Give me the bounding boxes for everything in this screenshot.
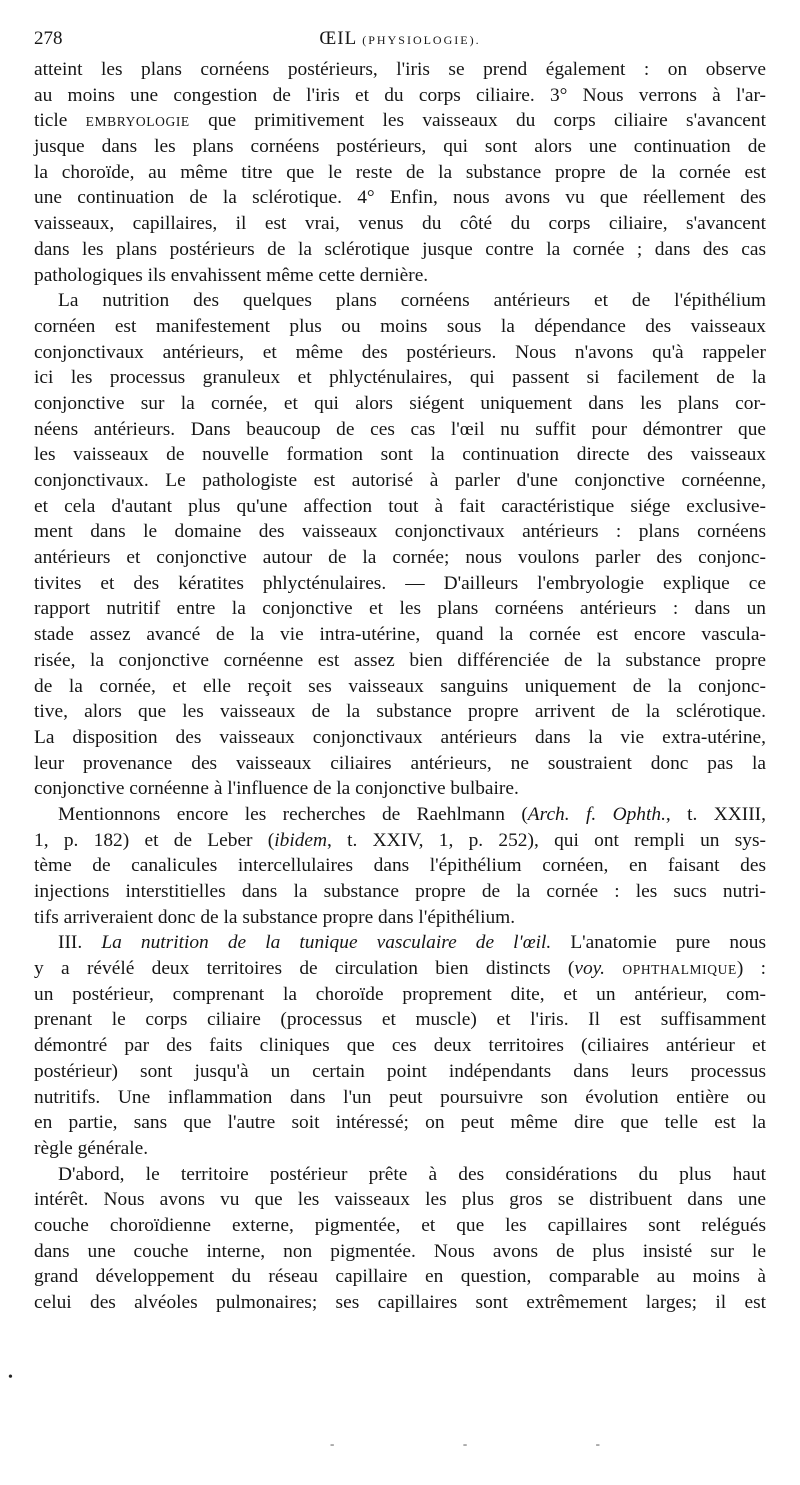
footer-mark: - (462, 1436, 468, 1451)
text-run: démontré par des faits cliniques que ces deux territoires (ciliaires antérieur et (34, 1035, 766, 1057)
text-run: tivites et des kératites phlycténulaires. — D'ailleurs l'embryologie explique ce (34, 572, 766, 594)
text-run: un postérieur, comprenant la choroïde proprement dite, et un antérieur, com- (34, 983, 766, 1005)
text-run: ) : (736, 958, 766, 980)
text-line (34, 956, 766, 982)
text-line (34, 468, 766, 494)
text-run: ticle (34, 110, 86, 132)
text-run: ici les processus granuleux et phlycténulaires, qui passent si facilement de la (34, 367, 766, 389)
text-line (34, 1239, 766, 1265)
text-run: dans une couche interne, non pigmentée. Nous avons de plus insisté sur le (34, 1240, 766, 1262)
text-line (34, 776, 766, 802)
text-run: III. (58, 932, 102, 954)
footer-marks (330, 1436, 600, 1452)
italic-text: ibidem (274, 829, 328, 851)
running-title-subtitle: (PHYSIOLOGIE). (362, 33, 481, 47)
text-run: et cela d'autant plus qu'une affection tout à fait caractéristique siége exclusive- (34, 495, 766, 517)
footer-mark: - (595, 1436, 600, 1451)
text-run: grand développement du réseau capillaire en question, comparable au moins à (34, 1266, 766, 1288)
small-caps-reference: OPHTHALMIQUE (622, 962, 737, 978)
text-line (34, 751, 766, 777)
text-run: Mentionnons encore les recherches de Raehlmann ( (58, 803, 528, 825)
text-run: au moins une congestion de l'iris et du corps ciliaire. 3° Nous verrons à l'ar- (34, 84, 766, 106)
text-line (34, 853, 766, 879)
text-run: que primitivement les vaisseaux du corps ciliaire s'avancent (189, 110, 766, 132)
text-run: ment dans le domaine des vaisseaux conjonctivaux antérieurs : plans cornéens (34, 521, 766, 543)
running-title (34, 28, 766, 50)
text-line (34, 828, 766, 854)
text-run: La disposition des vaisseaux conjonctivaux antérieurs dans la vie extra-utérine, (34, 726, 766, 748)
text-line (34, 905, 766, 931)
text-run: tive, alors que les vaisseaux de la substance propre arrivent de la sclérotique. (34, 701, 766, 723)
page-header (34, 28, 766, 58)
text-line (34, 442, 766, 468)
footer-mark: - (330, 1436, 335, 1451)
small-caps-reference: EMBRYOLOGIE (85, 114, 190, 130)
text-line (34, 288, 766, 314)
text-run: celui des alvéoles pulmonaires; ses capillaires sont extrêmement larges; il est (34, 1292, 766, 1313)
text-run: conjonctive sur la cornée, et qui alors siégent uniquement dans les plans cor- (34, 392, 766, 414)
text-line (34, 340, 766, 366)
text-run: La nutrition des quelques plans cornéens antérieurs et de l'épithélium (58, 290, 766, 312)
text-run: prenant le corps ciliaire (processus et muscle) et l'iris. Il est suffisamment (34, 1009, 766, 1031)
text-line (34, 1033, 766, 1059)
margin-marker: • (8, 1370, 13, 1385)
running-title-main: ŒIL (319, 28, 357, 49)
text-line (34, 57, 766, 83)
text-run: postérieur) sont jusqu'à un certain point indépendants dans leurs processus (34, 1060, 766, 1082)
text-run: néens antérieurs. Dans beaucoup de ces cas l'œil nu suffit pour démontrer que (34, 418, 766, 440)
text-line (34, 494, 766, 520)
text-line (34, 1085, 766, 1111)
text-line (34, 1059, 766, 1085)
text-line (34, 237, 766, 263)
text-run: tème de canalicules intercellulaires dans l'épithélium cornéen, en faisant des (34, 855, 766, 877)
text-run: nutritifs. Une inflammation dans l'un peut poursuivre son évolution entière ou (34, 1086, 766, 1108)
text-line (34, 83, 766, 109)
text-run: de la cornée, et elle reçoit ses vaisseaux sanguins uniquement de la conjonc- (34, 675, 766, 697)
text-run: intérêt. Nous avons vu que les vaisseaux les plus gros se distribuent dans une (34, 1189, 766, 1211)
text-run: les vaisseaux de nouvelle formation sont la continuation directe des vaisseaux (34, 444, 766, 466)
text-line (34, 648, 766, 674)
text-line (34, 160, 766, 186)
text-line (34, 211, 766, 237)
text-run: la choroïde, au même titre que le reste de la substance propre de la cornée est (34, 161, 766, 183)
text-line (34, 545, 766, 571)
text-run: dans les plans postérieurs de la sclérotique jusque contre la cornée ; dans des cas (34, 238, 766, 260)
text-line (34, 1110, 766, 1136)
text-line (34, 417, 766, 443)
text-line (34, 622, 766, 648)
text-run: pathologiques ils envahissent même cette dernière. (34, 264, 429, 286)
text-run: L'anatomie pure nous (551, 932, 766, 954)
text-run: vaisseaux, capillaires, il est vrai, venus du côté du corps ciliaire, s'avancent (34, 213, 766, 235)
text-line (34, 699, 766, 725)
text-run: antérieurs et conjonctive autour de la cornée; nous voulons parler des conjonc- (34, 547, 766, 569)
text-line (34, 314, 766, 340)
text-run: atteint les plans cornéens postérieurs, l'iris se prend également : on observe (34, 59, 766, 80)
text-run: conjonctivaux. Le pathologiste est autorisé à parler d'une conjonctive cornéenne, (34, 470, 766, 491)
text-run: conjonctivaux antérieurs, et même des postérieurs. Nous n'avons qu'à rappeler (34, 341, 766, 363)
text-line (34, 879, 766, 905)
text-run: y a révélé deux territoires de circulation bien distincts ( (34, 958, 575, 980)
text-run: couche choroïdienne externe, pigmentée, et que les capillaires sont relégués (34, 1214, 766, 1236)
text-run: en partie, sans que l'autre soit intéressé; on peut même dire que telle est la (34, 1112, 766, 1134)
italic-text: Arch. f. Ophth. (527, 803, 666, 825)
text-run: une continuation de la sclérotique. 4° Enfin, nous avons vu que réellement des (34, 187, 766, 209)
text-run: , t. XXIII, (665, 803, 766, 825)
text-run: cornéen est manifestement plus ou moins sous la dépendance des vaisseaux (34, 315, 766, 337)
text-line (34, 1007, 766, 1033)
text-line (34, 571, 766, 597)
text-line (34, 596, 766, 622)
text-line (34, 1136, 766, 1162)
text-line (34, 674, 766, 700)
text-line (34, 263, 766, 289)
text-line (34, 391, 766, 417)
text-run: risée, la conjonctive cornéenne est assez bien différenciée de la substance propre (34, 649, 766, 671)
text-run: injections interstitielles dans la substance propre de la cornée : les sucs nutri- (34, 881, 766, 902)
text-line (34, 185, 766, 211)
text-run: conjonctive cornéenne à l'influence de la conjonctive bulbaire. (34, 778, 519, 800)
page-number: 278 (34, 28, 63, 49)
text-line (34, 1290, 766, 1316)
text-line (34, 802, 766, 828)
text-line (34, 725, 766, 751)
text-line (34, 134, 766, 160)
body-text (34, 57, 766, 1316)
text-run: stade assez avancé de la vie intra-utérine, quand la cornée est encore vascula- (34, 624, 766, 646)
text-run: règle générale. (34, 1137, 149, 1159)
text-line (34, 930, 766, 956)
text-run (605, 958, 622, 979)
text-run: jusque dans les plans cornéens postérieurs, qui sont alors une continuation de (34, 136, 766, 158)
text-line (34, 1213, 766, 1239)
text-run: 1, p. 182) et de Leber ( (34, 829, 275, 851)
text-line (34, 1162, 766, 1188)
text-run: , t. XXIV, 1, p. 252), qui ont rempli un sys- (327, 829, 766, 851)
italic-text: voy. (574, 958, 606, 980)
text-line (34, 519, 766, 545)
text-line (34, 365, 766, 391)
text-run: rapport nutritif entre la conjonctive et les plans cornéens antérieurs : dans un (34, 598, 766, 620)
italic-text: La nutrition de la tunique vasculaire de l'œil. (101, 932, 552, 954)
text-line (34, 982, 766, 1008)
text-line (34, 1264, 766, 1290)
text-run: tifs arriveraient donc de la substance propre dans l'épithélium. (34, 906, 516, 928)
text-run: D'abord, le territoire postérieur prête à des considérations du plus haut (58, 1163, 766, 1185)
text-line (34, 108, 766, 134)
text-line (34, 1187, 766, 1213)
text-run: leur provenance des vaisseaux ciliaires antérieurs, ne soustraient donc pas la (34, 752, 766, 774)
